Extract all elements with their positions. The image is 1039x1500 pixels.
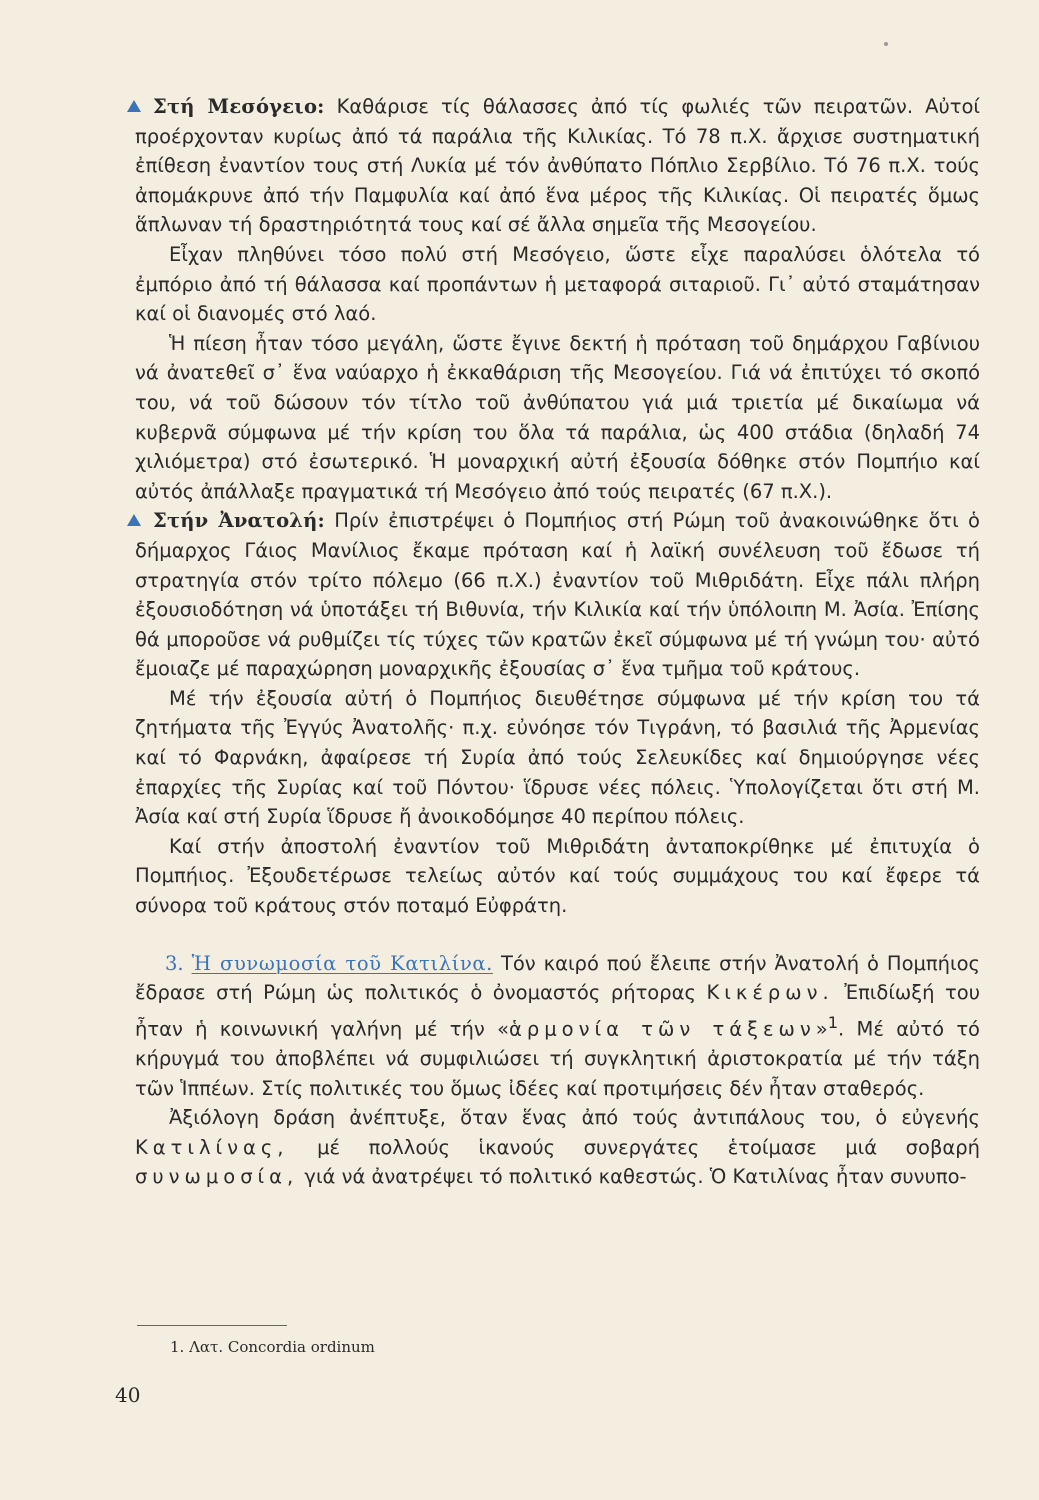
paragraph-east — [135, 506, 980, 684]
paragraph-mediterranean — [135, 92, 980, 240]
main-text — [135, 92, 980, 1192]
paragraph-text: μέ πολλούς ἱκανούς συνεργάτες ἑτοίμασε μιά σοβαρή — [317, 1135, 980, 1159]
paragraph-text: Τόν καιρό πού ἔλειπε στήν Ἀνατολή ὁ Πομπήιος ἔδρασε στή Ρώμη ὡς πολιτικός ὁ ὀνομαστός ρήτορας — [135, 951, 980, 1005]
subheading-mediterranean: Στή Μεσόγειο: — [153, 95, 325, 118]
phrase-harmony: ἁρμονία τῶν τάξεων — [509, 1017, 816, 1041]
paragraph-text: Ἀξιόλογη δράση ἀνέπτυξε, ὅταν ἕνας ἀπό τούς ἀντιπάλους του, ὁ εὐγενής — [169, 1106, 980, 1130]
triangle-icon — [127, 514, 141, 526]
paragraph-gabinius: Ἡ πίεση ἦταν τόσο μεγάλη, ὥστε ἔγινε δεκτή ἡ πρόταση τοῦ δημάρχου Γαβίνιου νά ἀνατεθεῖ σ᾽ ἕνα ναύαρχο ἡ ἐκκαθάριση τῆς Μεσογείου. Γιά νά ἐπιτύχει τό σκοπό του, νά τοῦ δώσουν τόν τίτλο τοῦ ἀνθύπατου γιά μιά τριετία μέ δικαίωμα νά κυβερνᾶ σύμφωνα μέ τήν κρίση του ὅλα τά παράλια, ὡς 400 στάδια (δηλαδή 74 χιλιόμετρα) στό ἐσωτερικό. Ἡ μοναρχική αὐτή ἐξουσία δόθηκε στόν Πομπήιο καί αὐτός ἀπάλλαξε πραγματικά τή Μεσόγειο ἀπό τούς πειρατές (67 π.Χ.). — [135, 331, 980, 503]
paragraph-text: γιά νά ἀνατρέψει τό πολιτικό καθεστώς. Ὁ Κατιλίνας ἦταν συνυπο- — [304, 1165, 967, 1189]
section-title: Ἡ συνωμοσία τοῦ Κατιλίνα. — [191, 951, 493, 975]
section-number: 3. — [165, 951, 184, 975]
triangle-icon — [127, 100, 141, 112]
paragraph-text: . Μέ αὐτό τό κήρυγμά του ἀποβλέπει νά συμφιλιώσει τή συγκλητική ἀριστοκρατία μέ τήν τάξη τῶν Ἱππέων. Στίς πολιτικές του ὅμως ἰδέες καί προτιμήσεις δέν ἦταν σταθερός. — [135, 1017, 980, 1100]
footnote: 1. Λατ. Concordia ordinum — [170, 1338, 375, 1356]
subheading-east: Στήν Ἀνατολή: — [153, 509, 325, 533]
footnote-ref[interactable]: 1 — [827, 1012, 839, 1032]
margin-dot — [884, 42, 888, 46]
paragraph-pirates: Εἶχαν πληθύνει τόσο πολύ στή Μεσόγειο, ὥστε εἶχε παραλύσει ὁλότελα τό ἐμπόριο ἀπό τή θάλασσα καί προπάντων ἡ μεταφορά σιταριοῦ. Γι᾽ αὐτό σταμάτησαν καί οἱ διανομές στό λαό. — [135, 242, 980, 326]
section-catiline — [135, 949, 980, 1103]
page-number: 40 — [115, 1383, 141, 1407]
footnote-divider — [137, 1325, 287, 1326]
paragraph-text: Ἐπιδίωξή του ἦταν ἡ κοινωνική γαλήνη μέ τήν « — [135, 981, 980, 1041]
paragraph-settlement: Μέ τήν ἐξουσία αὐτή ὁ Πομπήιος διευθέτησε σύμφωνα μέ τήν κρίση του τά ζητήματα τῆς Ἐγγύς Ἀνατολῆς· π.χ. εὐνόησε τόν Τιγράνη, τό βασιλιά τῆς Ἀρμενίας καί τό Φαρνάκη, ἀφαίρεσε τή Συρία ἀπό τούς Σελευκίδες καί δημιούργησε νέες ἐπαρχίες τῆς Συρίας καί τοῦ Πόντου· ἵδρυσε νέες πόλεις. Ὑπολογίζεται ὅτι στή Μ. Ἀσία καί στή Συρία ἵδρυσε ἤ ἀνοικοδόμησε 40 περίπου πόλεις. — [135, 686, 980, 829]
name-catiline: Κατιλίνας, — [135, 1135, 289, 1159]
term-conspiracy: συνωμοσία, — [135, 1165, 299, 1189]
name-cicero: Κικέρων. — [706, 981, 834, 1005]
paragraph-text: Πρίν ἐπιστρέψει ὁ Πομπήιος στή Ρώμη τοῦ ἀνακοινώθηκε ὅτι ὁ δήμαρχος Γάιος Μανίλιος ἔκαμε πρόταση καί ἡ λαϊκή συνέλευση τοῦ ἔδωσε τή στρατηγία στόν τρίτο πόλεμο (66 π.Χ.) ἐναντίον τοῦ Μιθριδάτη. Εἶχε πάλι πλήρη ἐξουσιοδότηση νά ὑποτάξει τή Βιθυνία, τήν Κιλικία καί τήν ὑπόλοιπη Μ. Ἀσία. Ἐπίσης θά μποροῦσε νά ρυθμίζει τίς τύχες τῶν κρατῶν ἐκεῖ σύμφωνα μέ τή γνώμη του· αὐτό ἔμοιαζε μέ παραχώρηση μοναρχικῆς ἐξουσίας σ᾽ ἕνα τμῆμα τοῦ κράτους. — [135, 509, 980, 681]
paragraph-mithridates: Καί στήν ἀποστολή ἐναντίον τοῦ Μιθριδάτη ἀνταποκρίθηκε μέ ἐπιτυχία ὁ Πομπήιος. Ἐξουδετέρωσε τελείως αὐτόν καί τούς συμμάχους του καί ἔφερε τά σύνορα τοῦ κράτους στόν ποταμό Εὐφράτη. — [135, 834, 980, 918]
paragraph-text: » — [815, 1017, 828, 1041]
paragraph-text: Καθάρισε τίς θάλασσες ἀπό τίς φωλιές τῶν πειρατῶν. Αὐτοί προέρχονταν κυρίως ἀπό τά παράλια τῆς Κιλικίας. Τό 78 π.Χ. ἄρχισε συστηματική ἐπίθεση ἐναντίον τους στή Λυκία μέ τόν ἀνθύπατο Πόπλιο Σερβίλιο. Τό 76 π.Χ. τούς ἀπομάκρυνε ἀπό τήν Παμφυλία καί ἀπό ἕνα μέρος τῆς Κιλικίας. Οἱ πειρατές ὅμως ἅπλωναν τή δραστηριότητά τους καί σέ ἄλλα σημεῖα τῆς Μεσογείου. — [135, 95, 980, 237]
paragraph-catiline — [135, 1103, 980, 1192]
